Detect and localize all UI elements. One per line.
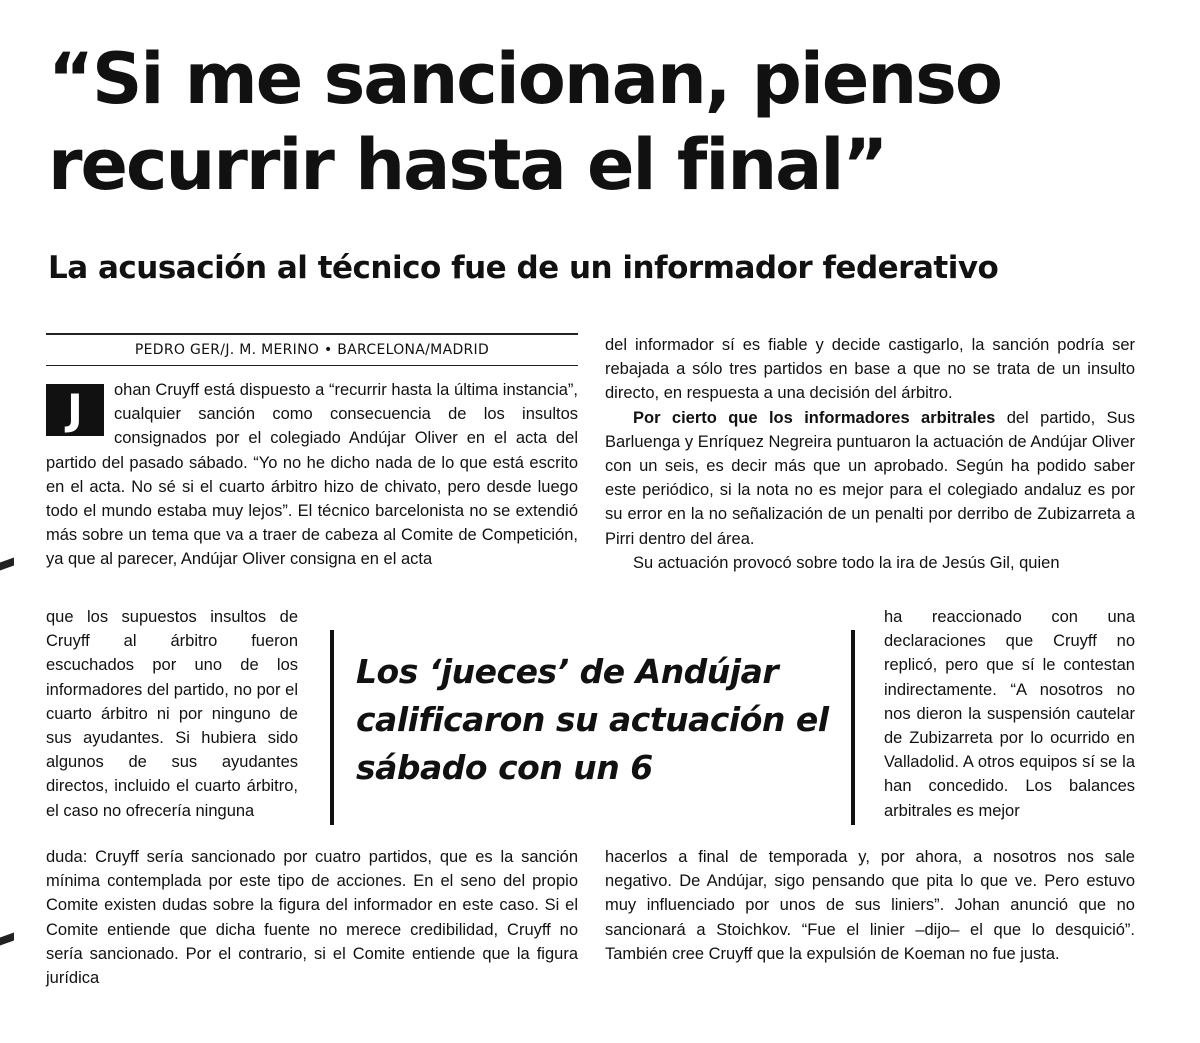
paragraph-2-rest: del partido, Sus Barluenga y Enríquez Negreira puntuaron la actuación de Andújar Oliver con un seis, es decir más que un aprobado. Según ha podido saber este periódico, si la nota no es mejor para el colegiado andaluz es por su error en la no señalización de un penalti por derribo de Zubizarreta a Pirri dentro del área. xyxy=(605,408,1135,548)
column-2-paragraph-2 xyxy=(605,406,1135,551)
column-1-narrow-text: que los supuestos insultos de Cruyff al árbitro fueron escuchados por uno de los informadores del partido, no por el cuarto árbitro ni por ninguno de sus ayudantes. Si hubiera sido algunos de sus ayudantes directos, incluido el cuarto árbitro, el caso no ofrecería ninguna xyxy=(46,608,298,820)
pullquote-right-rule xyxy=(851,630,855,825)
headline: “Si me sancionan, pienso recurrir hasta el final” xyxy=(48,38,1001,206)
subheadline: La acusación al técnico fue de un informador federativo xyxy=(48,250,999,286)
column-1-top xyxy=(46,378,578,572)
column-2-narrow-text: ha reaccionado con una declaraciones que Cruyff no replicó, pero que sí le contestan indirectamente. “A nosotros no nos dieron la suspensión cautelar de Zubizarreta por lo ocurrido en Valladolid. A otros equipos sí se la han concedido. Los balances arbitrales es mejor xyxy=(884,608,1135,820)
column-1-bottom-text: duda: Cruyff sería sancionado por cuatro partidos, que es la sanción mínima contemplada por este tipo de acciones. En el seno del propio Comite existen dudas sobre la figura del informador en este caso. Si el Comite entiende que dicha fuente no merece credibilidad, Cruyff no sería sancionado. Por el contrario, si el Comite entiende que la figura jurídica xyxy=(46,848,578,988)
margin-mark-lower xyxy=(0,932,14,945)
drop-cap: J xyxy=(46,384,104,436)
paragraph-lead-in: Por cierto que los informadores arbitrales xyxy=(633,408,996,427)
column-2-bottom-text: hacerlos a final de temporada y, por ahora, a nosotros nos sale negativo. De Andújar, sigo pensando que pita lo que ve. Pero estuvo muy influenciado por unos de sus liniers”. Johan anunció que no sancionará a Stoichkov. “Fue el linier –dijo– el que lo desquició”. También cree Cruyff que la expulsión de Koeman no fue justa. xyxy=(605,848,1135,963)
column-1-top-text: ohan Cruyff está dispuesto a “recurrir hasta la última instancia”, cualquier sanción como consecuencia de los insultos consignados por el colegiado Andújar Oliver en el acta del partido del pasado sábado. “Yo no he dicho nada de lo que está escrito en el acta. No sé si el cuarto árbitro hizo de chivato, pero desde luego todo el mundo estaba muy lejos”. El técnico barcelonista no se extendió más sobre un tema que va a traer de cabeza al Comite de Competición, ya que al parecer, Andújar Oliver consigna en el acta xyxy=(46,381,578,569)
column-2-paragraph-3: Su actuación provocó sobre todo la ira de Jesús Gil, quien xyxy=(633,553,1060,572)
column-2-top xyxy=(605,333,1135,575)
pullquote-left-rule xyxy=(330,630,334,825)
pull-quote: Los ‘jueces’ de Andújar calificaron su actuación el sábado con un 6 xyxy=(356,652,829,787)
byline: PEDRO GER/J. M. MERINO • BARCELONA/MADRID xyxy=(46,333,578,366)
margin-mark-upper xyxy=(0,557,14,570)
column-2-paragraph-1: del informador sí es fiable y decide castigarlo, la sanción podría ser rebajada a sólo tres partidos en base a que no se trata de un insulto directo, en respuesta a una decisión del árbitro. xyxy=(605,336,1135,403)
